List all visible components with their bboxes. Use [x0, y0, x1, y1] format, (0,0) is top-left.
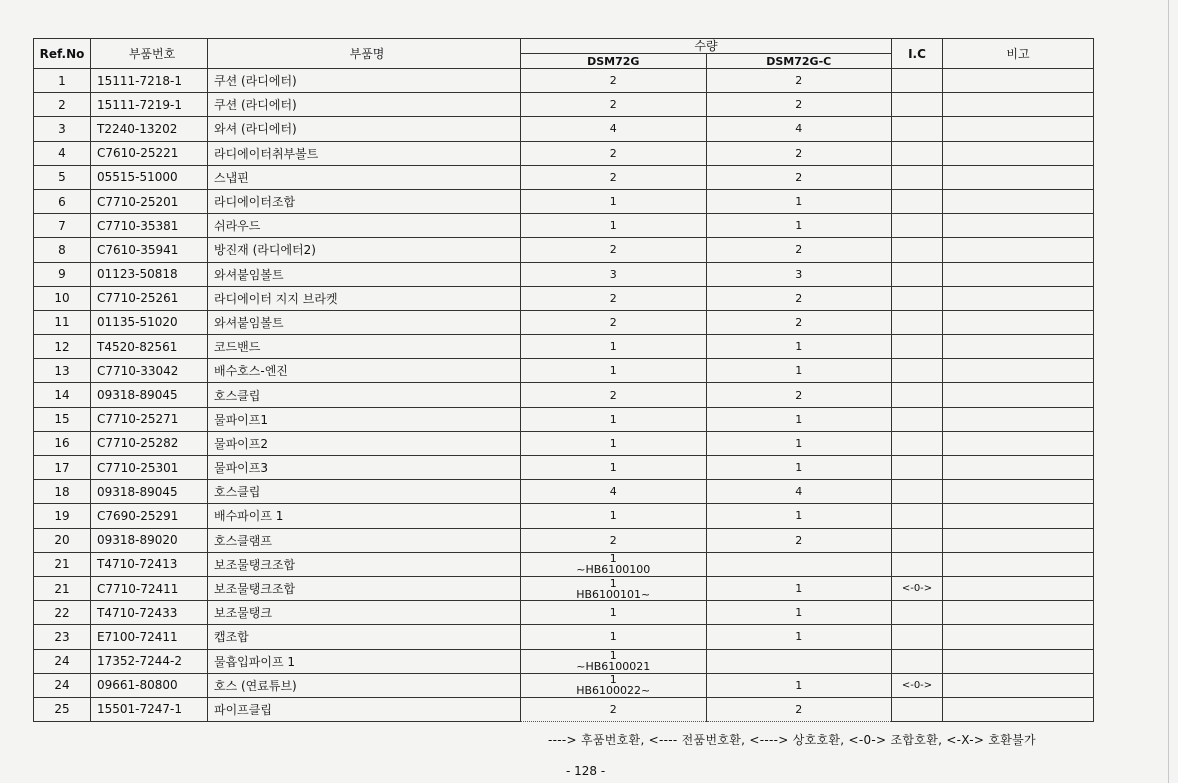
qty-dsm72g-c-cell: 1	[706, 189, 892, 213]
ref-no-cell: 5	[34, 165, 91, 189]
table-row	[34, 431, 1094, 455]
ic-cell	[892, 117, 943, 141]
qty-dsm72g-cell: 1	[521, 335, 707, 359]
part-number-cell: C7610-25221	[91, 141, 208, 165]
ic-cell	[892, 189, 943, 213]
part-name-cell: 라디에이터취부볼트	[208, 141, 521, 165]
remarks-cell	[943, 456, 1094, 480]
part-name-cell: 와셔붙임볼트	[208, 262, 521, 286]
part-number-cell: 15501-7247-1	[91, 697, 208, 721]
table-row	[34, 673, 1094, 697]
qty-dsm72g-c-cell: 4	[706, 117, 892, 141]
part-name-cell: 보조물탱크	[208, 601, 521, 625]
ic-cell	[892, 286, 943, 310]
part-name-cell: 파이프클립	[208, 697, 521, 721]
table-row	[34, 697, 1094, 721]
header-remarks: 비고	[943, 39, 1094, 69]
qty-dsm72g-cell: 1	[521, 456, 707, 480]
header-quantity: 수량	[521, 39, 892, 54]
remarks-cell	[943, 141, 1094, 165]
remarks-cell	[943, 165, 1094, 189]
qty-dsm72g-c-cell	[706, 649, 892, 673]
ic-cell	[892, 480, 943, 504]
ref-no-cell: 1	[34, 69, 91, 93]
ref-no-cell: 19	[34, 504, 91, 528]
part-number-cell: C7710-25301	[91, 456, 208, 480]
part-number-cell: 09318-89045	[91, 383, 208, 407]
ic-cell	[892, 456, 943, 480]
qty-dsm72g-cell: 1 HB6100101~	[521, 576, 707, 600]
qty-dsm72g-c-cell: 1	[706, 407, 892, 431]
ref-no-cell: 25	[34, 697, 91, 721]
remarks-cell	[943, 359, 1094, 383]
ic-cell	[892, 69, 943, 93]
qty-dsm72g-cell: 1	[521, 601, 707, 625]
qty-dsm72g-cell: 2	[521, 238, 707, 262]
part-number-cell: C7710-72411	[91, 576, 208, 600]
remarks-cell	[943, 214, 1094, 238]
ic-cell	[892, 310, 943, 334]
qty-dsm72g-cell: 2	[521, 69, 707, 93]
table-row	[34, 480, 1094, 504]
ref-no-cell: 21	[34, 552, 91, 576]
qty-dsm72g-cell: 4	[521, 117, 707, 141]
table-row	[34, 649, 1094, 673]
qty-dsm72g-cell: 1	[521, 625, 707, 649]
ic-cell	[892, 528, 943, 552]
part-name-cell: 배수호스-엔진	[208, 359, 521, 383]
ic-cell	[892, 601, 943, 625]
table-row	[34, 214, 1094, 238]
qty-dsm72g-c-cell: 2	[706, 310, 892, 334]
remarks-cell	[943, 383, 1094, 407]
ref-no-cell: 10	[34, 286, 91, 310]
part-number-cell: 15111-7218-1	[91, 69, 208, 93]
ref-no-cell: 11	[34, 310, 91, 334]
qty-dsm72g-cell: 1	[521, 359, 707, 383]
ref-no-cell: 21	[34, 576, 91, 600]
ic-cell	[892, 165, 943, 189]
part-name-cell: 호스클램프	[208, 528, 521, 552]
part-name-cell: 호스클립	[208, 383, 521, 407]
qty-dsm72g-c-cell: 1	[706, 625, 892, 649]
part-number-cell: T4710-72433	[91, 601, 208, 625]
qty-dsm72g-cell: 1 ~HB6100100	[521, 552, 707, 576]
header-model-dsm72g-c: DSM72G-C	[706, 54, 892, 69]
ic-cell	[892, 359, 943, 383]
qty-dsm72g-c-cell: 1	[706, 456, 892, 480]
ic-cell: <-0->	[892, 576, 943, 600]
part-name-cell: 보조물탱크조합	[208, 552, 521, 576]
parts-table	[33, 38, 1094, 722]
part-name-cell: 보조물탱크조합	[208, 576, 521, 600]
remarks-cell	[943, 601, 1094, 625]
ref-no-cell: 16	[34, 431, 91, 455]
ref-no-cell: 6	[34, 189, 91, 213]
qty-dsm72g-c-cell: 2	[706, 697, 892, 721]
ref-no-cell: 4	[34, 141, 91, 165]
part-name-cell: 쉬라우드	[208, 214, 521, 238]
part-name-cell: 라디에이터 지지 브라켓	[208, 286, 521, 310]
ic-cell: <-0->	[892, 673, 943, 697]
part-name-cell: 와셔붙임볼트	[208, 310, 521, 334]
table-row	[34, 286, 1094, 310]
ref-no-cell: 8	[34, 238, 91, 262]
ic-cell	[892, 93, 943, 117]
ic-cell	[892, 552, 943, 576]
remarks-cell	[943, 576, 1094, 600]
table-row	[34, 625, 1094, 649]
qty-dsm72g-c-cell: 2	[706, 528, 892, 552]
qty-dsm72g-cell: 1 HB6100022~	[521, 673, 707, 697]
table-row	[34, 189, 1094, 213]
qty-dsm72g-c-cell: 2	[706, 165, 892, 189]
interchangeability-legend: ----> 후품번호환, <---- 전품번호환, <----> 상호호환, <-0-> 조합호환, <-X-> 호환불가	[548, 733, 1036, 747]
ic-cell	[892, 335, 943, 359]
remarks-cell	[943, 93, 1094, 117]
part-name-cell: 와셔 (라디에터)	[208, 117, 521, 141]
table-row	[34, 238, 1094, 262]
remarks-cell	[943, 407, 1094, 431]
part-number-cell: 01123-50818	[91, 262, 208, 286]
remarks-cell	[943, 335, 1094, 359]
ic-cell	[892, 141, 943, 165]
remarks-cell	[943, 189, 1094, 213]
part-name-cell: 물파이프3	[208, 456, 521, 480]
part-name-cell: 호스클립	[208, 480, 521, 504]
part-name-cell: 라디에이터조합	[208, 189, 521, 213]
ref-no-cell: 23	[34, 625, 91, 649]
table-row	[34, 141, 1094, 165]
qty-dsm72g-cell: 2	[521, 528, 707, 552]
part-number-cell: 09661-80800	[91, 673, 208, 697]
ic-cell	[892, 431, 943, 455]
table-row	[34, 528, 1094, 552]
part-name-cell: 호스 (연료튜브)	[208, 673, 521, 697]
ref-no-cell: 24	[34, 673, 91, 697]
table-row	[34, 262, 1094, 286]
header-ref-no: Ref.No	[34, 39, 91, 69]
ref-no-cell: 14	[34, 383, 91, 407]
part-name-cell: 물흡입파이프 1	[208, 649, 521, 673]
qty-dsm72g-cell: 1	[521, 431, 707, 455]
qty-dsm72g-c-cell: 1	[706, 359, 892, 383]
remarks-cell	[943, 504, 1094, 528]
remarks-cell	[943, 69, 1094, 93]
qty-dsm72g-cell: 2	[521, 141, 707, 165]
part-name-cell: 배수파이프 1	[208, 504, 521, 528]
remarks-cell	[943, 552, 1094, 576]
table-row	[34, 552, 1094, 576]
table-header	[34, 39, 1094, 69]
ic-cell	[892, 238, 943, 262]
table-row	[34, 407, 1094, 431]
qty-dsm72g-c-cell: 1	[706, 214, 892, 238]
remarks-cell	[943, 673, 1094, 697]
table-row	[34, 601, 1094, 625]
ref-no-cell: 18	[34, 480, 91, 504]
remarks-cell	[943, 528, 1094, 552]
table-row	[34, 69, 1094, 93]
table-row	[34, 93, 1094, 117]
table-row	[34, 504, 1094, 528]
qty-dsm72g-cell: 1	[521, 504, 707, 528]
qty-dsm72g-c-cell: 2	[706, 69, 892, 93]
table-row	[34, 359, 1094, 383]
part-number-cell: T2240-13202	[91, 117, 208, 141]
part-number-cell: T4710-72413	[91, 552, 208, 576]
qty-dsm72g-c-cell: 2	[706, 286, 892, 310]
ic-cell	[892, 214, 943, 238]
qty-dsm72g-c-cell: 2	[706, 141, 892, 165]
qty-dsm72g-cell: 1	[521, 407, 707, 431]
part-number-cell: C7710-25282	[91, 431, 208, 455]
remarks-cell	[943, 649, 1094, 673]
remarks-cell	[943, 238, 1094, 262]
table-row	[34, 456, 1094, 480]
part-number-cell: C7710-33042	[91, 359, 208, 383]
part-name-cell: 코드밴드	[208, 335, 521, 359]
header-part-name: 부품명	[208, 39, 521, 69]
qty-dsm72g-cell: 1 ~HB6100021	[521, 649, 707, 673]
qty-dsm72g-c-cell: 1	[706, 431, 892, 455]
header-part-number: 부품번호	[91, 39, 208, 69]
part-number-cell: 05515-51000	[91, 165, 208, 189]
ic-cell	[892, 697, 943, 721]
table-row	[34, 335, 1094, 359]
part-number-cell: 15111-7219-1	[91, 93, 208, 117]
qty-dsm72g-cell: 1	[521, 214, 707, 238]
header-model-dsm72g: DSM72G	[521, 54, 707, 69]
part-number-cell: C7710-25201	[91, 189, 208, 213]
remarks-cell	[943, 625, 1094, 649]
binding-edge-line	[1168, 0, 1169, 783]
qty-dsm72g-cell: 1	[521, 189, 707, 213]
ref-no-cell: 9	[34, 262, 91, 286]
part-number-cell: C7710-25261	[91, 286, 208, 310]
part-number-cell: C7690-25291	[91, 504, 208, 528]
part-number-cell: 01135-51020	[91, 310, 208, 334]
remarks-cell	[943, 480, 1094, 504]
ic-cell	[892, 407, 943, 431]
part-name-cell: 캡조합	[208, 625, 521, 649]
qty-dsm72g-c-cell: 1	[706, 504, 892, 528]
page-number: - 128 -	[566, 764, 606, 778]
ic-cell	[892, 262, 943, 286]
part-name-cell: 스냅핀	[208, 165, 521, 189]
qty-dsm72g-cell: 2	[521, 93, 707, 117]
ref-no-cell: 15	[34, 407, 91, 431]
ic-cell	[892, 504, 943, 528]
table-row	[34, 383, 1094, 407]
ref-no-cell: 22	[34, 601, 91, 625]
part-name-cell: 방진재 (라디에터2)	[208, 238, 521, 262]
remarks-cell	[943, 697, 1094, 721]
qty-dsm72g-c-cell: 1	[706, 601, 892, 625]
qty-dsm72g-c-cell: 4	[706, 480, 892, 504]
ref-no-cell: 2	[34, 93, 91, 117]
table-row	[34, 310, 1094, 334]
qty-dsm72g-c-cell: 1	[706, 673, 892, 697]
qty-dsm72g-cell: 4	[521, 480, 707, 504]
header-ic: I.C	[892, 39, 943, 69]
ref-no-cell: 3	[34, 117, 91, 141]
ref-no-cell: 17	[34, 456, 91, 480]
qty-dsm72g-cell: 2	[521, 310, 707, 334]
qty-dsm72g-c-cell: 2	[706, 238, 892, 262]
qty-dsm72g-c-cell: 2	[706, 383, 892, 407]
ic-cell	[892, 625, 943, 649]
qty-dsm72g-c-cell: 2	[706, 93, 892, 117]
table-row	[34, 576, 1094, 600]
qty-dsm72g-cell: 3	[521, 262, 707, 286]
remarks-cell	[943, 431, 1094, 455]
qty-dsm72g-cell: 2	[521, 165, 707, 189]
part-number-cell: C7710-25271	[91, 407, 208, 431]
remarks-cell	[943, 310, 1094, 334]
qty-dsm72g-cell: 2	[521, 697, 707, 721]
remarks-cell	[943, 262, 1094, 286]
table-row	[34, 117, 1094, 141]
qty-dsm72g-c-cell	[706, 552, 892, 576]
ref-no-cell: 13	[34, 359, 91, 383]
part-number-cell: 09318-89020	[91, 528, 208, 552]
ic-cell	[892, 383, 943, 407]
table-body	[34, 69, 1094, 722]
part-name-cell: 물파이프2	[208, 431, 521, 455]
table-row	[34, 165, 1094, 189]
part-name-cell: 물파이프1	[208, 407, 521, 431]
qty-dsm72g-cell: 2	[521, 383, 707, 407]
part-number-cell: 17352-7244-2	[91, 649, 208, 673]
remarks-cell	[943, 286, 1094, 310]
part-number-cell: T4520-82561	[91, 335, 208, 359]
ref-no-cell: 12	[34, 335, 91, 359]
qty-dsm72g-cell: 2	[521, 286, 707, 310]
qty-dsm72g-c-cell: 1	[706, 576, 892, 600]
part-name-cell: 쿠션 (라디에터)	[208, 69, 521, 93]
part-name-cell: 쿠션 (라디에터)	[208, 93, 521, 117]
ref-no-cell: 20	[34, 528, 91, 552]
part-number-cell: C7710-35381	[91, 214, 208, 238]
ic-cell	[892, 649, 943, 673]
qty-dsm72g-c-cell: 3	[706, 262, 892, 286]
part-number-cell: E7100-72411	[91, 625, 208, 649]
ref-no-cell: 24	[34, 649, 91, 673]
qty-dsm72g-c-cell: 1	[706, 335, 892, 359]
remarks-cell	[943, 117, 1094, 141]
ref-no-cell: 7	[34, 214, 91, 238]
part-number-cell: C7610-35941	[91, 238, 208, 262]
part-number-cell: 09318-89045	[91, 480, 208, 504]
